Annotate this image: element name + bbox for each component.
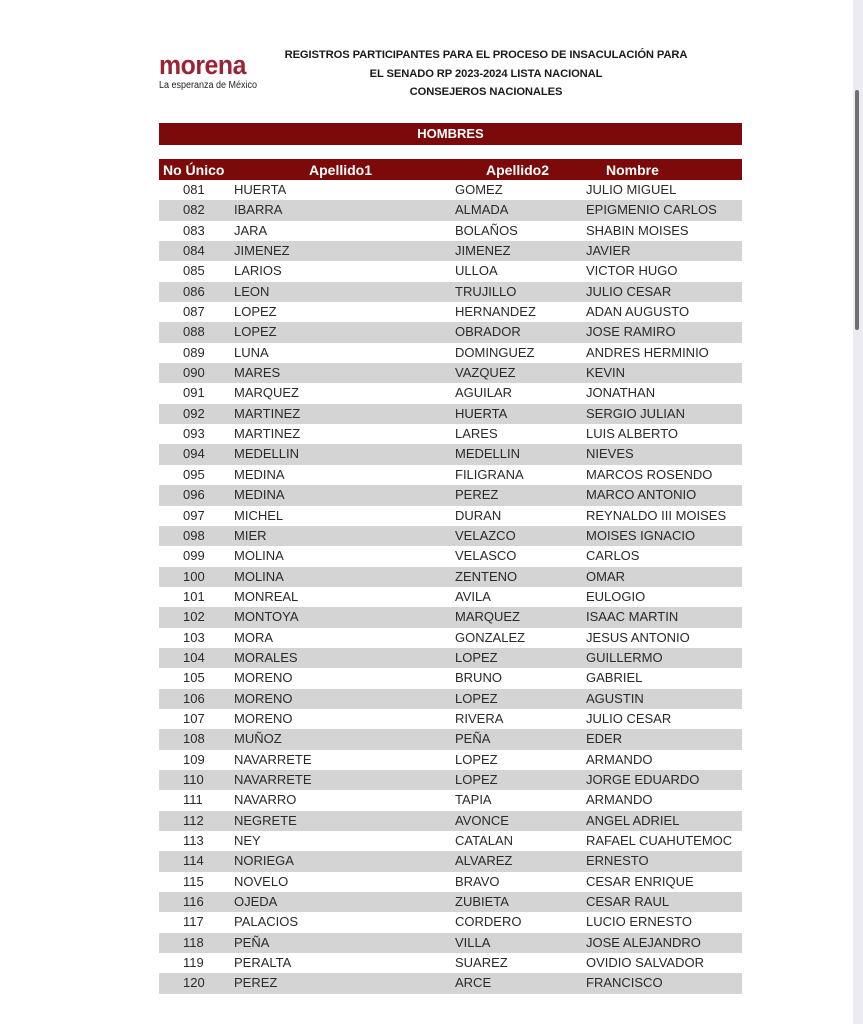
cell-no-unico: 112	[183, 812, 204, 828]
cell-no-unico: 100	[183, 568, 205, 584]
cell-no-unico: 093	[183, 426, 205, 442]
logo-wordmark: morena	[159, 50, 246, 80]
table-row	[159, 668, 742, 688]
table-row	[159, 933, 742, 953]
table-row	[159, 912, 742, 932]
cell-apellido2: ALMADA	[455, 202, 509, 218]
cell-nombre: EPIGMENIO CARLOS	[586, 202, 717, 218]
cell-no-unico: 105	[183, 670, 205, 686]
cell-no-unico: 114	[183, 853, 204, 869]
table-row	[159, 485, 742, 505]
cell-apellido2: ZUBIETA	[455, 894, 509, 910]
cell-no-unico: 086	[183, 283, 205, 299]
cell-apellido2: LOPEZ	[455, 690, 498, 706]
cell-apellido2: AVONCE	[455, 812, 509, 828]
cell-apellido2: BOLAÑOS	[455, 222, 518, 238]
table-row	[159, 831, 742, 851]
cell-apellido1: JIMENEZ	[234, 243, 290, 259]
cell-apellido1: MARES	[234, 365, 281, 381]
cell-no-unico: 090	[183, 365, 205, 381]
cell-apellido2: VELAZCO	[455, 527, 516, 543]
cell-apellido2: SUAREZ	[455, 955, 508, 971]
cell-nombre: MOISES IGNACIO	[586, 527, 696, 543]
cell-apellido1: MUÑOZ	[234, 731, 282, 747]
cell-apellido2: HUERTA	[455, 405, 508, 421]
cell-apellido1: PALACIOS	[234, 914, 299, 930]
cell-no-unico: 083	[183, 222, 205, 238]
cell-apellido2: VILLA	[455, 934, 491, 950]
table-row	[159, 363, 742, 383]
cell-nombre: RAFAEL CUAHUTEMOC	[586, 833, 733, 848]
table-row	[159, 302, 742, 322]
cell-apellido1: LOPEZ	[234, 304, 277, 320]
cell-no-unico: 091	[183, 385, 205, 401]
cell-no-unico: 094	[183, 446, 205, 462]
cell-apellido2: PEREZ	[455, 487, 499, 503]
table-row	[159, 973, 742, 993]
cell-apellido2: FILIGRANA	[455, 466, 524, 482]
cell-nombre: ARMANDO	[586, 751, 653, 767]
table-row	[159, 465, 742, 485]
cell-no-unico: 088	[183, 324, 205, 340]
cell-apellido2: ALVAREZ	[455, 853, 513, 869]
table-row	[159, 729, 742, 749]
cell-nombre: CESAR RAUL	[586, 894, 670, 910]
table-row	[159, 526, 742, 546]
cell-no-unico: 117	[183, 914, 204, 930]
cell-apellido2: TRUJILLO	[455, 283, 517, 299]
cell-nombre: OVIDIO SALVADOR	[586, 955, 704, 971]
table-row	[159, 628, 742, 648]
table-header-row	[159, 159, 742, 180]
cell-apellido2: LOPEZ	[455, 771, 498, 787]
cell-no-unico: 096	[183, 487, 205, 503]
cell-nombre: GABRIEL	[586, 670, 643, 686]
cell-apellido2: VAZQUEZ	[455, 365, 516, 381]
cell-apellido1: MICHEL	[234, 507, 284, 523]
cell-apellido2: RIVERA	[455, 710, 504, 726]
cell-apellido1: MORA	[234, 629, 273, 645]
participants-table	[159, 159, 742, 994]
cell-nombre: EULOGIO	[586, 588, 646, 604]
cell-nombre: JAVIER	[586, 243, 631, 259]
cell-no-unico: 087	[183, 304, 205, 320]
cell-no-unico: 092	[183, 405, 205, 421]
cell-apellido1: NOVELO	[234, 873, 289, 889]
title-line-2: EL SENADO RP 2023-2024 LISTA NACIONAL	[369, 67, 603, 80]
cell-nombre: KEVIN	[586, 365, 626, 381]
cell-nombre: JORGE EDUARDO	[586, 771, 700, 787]
table-row	[159, 851, 742, 871]
cell-apellido1: LARIOS	[234, 263, 282, 279]
cell-nombre: ERNESTO	[586, 853, 649, 869]
cell-apellido1: MORENO	[234, 670, 293, 686]
cell-apellido1: MEDINA	[234, 466, 285, 482]
table-row	[159, 689, 742, 709]
table-row	[159, 404, 742, 424]
cell-no-unico: 119	[183, 955, 204, 971]
cell-nombre: MARCOS ROSENDO	[586, 466, 713, 482]
table-row	[159, 648, 742, 668]
cell-nombre: MARCO ANTONIO	[586, 487, 697, 503]
cell-no-unico: 098	[183, 527, 205, 543]
cell-apellido1: PEÑA	[234, 934, 270, 950]
table-row	[159, 567, 742, 587]
cell-apellido2: CORDERO	[455, 914, 522, 930]
table-row	[159, 261, 742, 281]
table-row	[159, 241, 742, 261]
cell-apellido2: AGUILAR	[455, 385, 513, 401]
table-row	[159, 607, 742, 627]
cell-apellido2: OBRADOR	[455, 324, 521, 340]
cell-apellido1: NEGRETE	[234, 812, 297, 828]
cell-no-unico: 095	[183, 466, 205, 482]
cell-no-unico: 099	[183, 548, 205, 564]
cell-nombre: SHABIN MOISES	[586, 222, 689, 238]
cell-apellido1: OJEDA	[234, 894, 278, 910]
cell-apellido1: LOPEZ	[234, 324, 277, 340]
cell-nombre: FRANCISCO	[586, 975, 663, 991]
cell-apellido1: MORENO	[234, 710, 293, 726]
cell-no-unico: 097	[183, 507, 205, 523]
cell-nombre: OMAR	[586, 568, 625, 584]
cell-nombre: EDER	[586, 731, 623, 747]
cell-apellido2: GOMEZ	[455, 182, 503, 197]
cell-no-unico: 111	[183, 792, 203, 808]
cell-no-unico: 118	[183, 934, 204, 950]
section-header-hombres: HOMBRES	[159, 123, 742, 145]
cell-apellido2: AVILA	[455, 588, 491, 604]
cell-apellido1: MOLINA	[234, 568, 284, 584]
cell-nombre: NIEVES	[586, 446, 634, 462]
cell-nombre: CESAR ENRIQUE	[586, 873, 694, 889]
cell-nombre: SERGIO JULIAN	[586, 405, 685, 421]
vertical-scrollbar[interactable]	[853, 0, 863, 1024]
cell-apellido1: MIER	[234, 527, 267, 543]
table-row	[159, 587, 742, 607]
column-header-nombre: Nombre	[606, 162, 659, 178]
cell-nombre: JOSE RAMIRO	[586, 324, 676, 340]
table-row	[159, 872, 742, 892]
table-row	[159, 180, 742, 200]
cell-apellido2: TAPIA	[455, 792, 492, 808]
cell-no-unico: 085	[183, 263, 205, 279]
cell-apellido2: BRUNO	[455, 670, 502, 686]
column-header-apellido1: Apellido1	[309, 162, 373, 178]
table-row	[159, 282, 742, 302]
cell-nombre: JULIO MIGUEL	[586, 182, 677, 197]
cell-nombre: ANGEL ADRIEL	[586, 812, 680, 828]
cell-no-unico: 082	[183, 202, 205, 218]
column-header-apellido2: Apellido2	[486, 162, 550, 178]
cell-apellido2: MARQUEZ	[455, 609, 520, 625]
cell-no-unico: 107	[183, 710, 205, 726]
cell-apellido2: HERNANDEZ	[455, 304, 536, 320]
cell-apellido2: ARCE	[455, 975, 492, 991]
cell-nombre: AGUSTIN	[586, 690, 644, 706]
cell-apellido1: JARA	[234, 222, 268, 238]
cell-apellido1: MEDELLIN	[234, 446, 300, 462]
table-row	[159, 750, 742, 770]
cell-apellido1: NAVARRO	[234, 792, 297, 808]
cell-no-unico: 103	[183, 629, 205, 645]
column-header-no-unico: No Único	[163, 162, 225, 178]
table-row	[159, 221, 742, 241]
cell-apellido2: DURAN	[455, 507, 502, 523]
cell-apellido1: NAVARRETE	[234, 751, 312, 767]
cell-no-unico: 116	[183, 894, 204, 910]
title-line-1: REGISTROS PARTICIPANTES PARA EL PROCESO DE INSACULACIÓN PARA	[284, 49, 688, 61]
scrollbar-thumb[interactable]	[855, 90, 859, 330]
table-row	[159, 811, 742, 831]
table-row	[159, 383, 742, 403]
cell-no-unico: 102	[183, 609, 205, 625]
cell-apellido1: MARTINEZ	[234, 426, 301, 442]
cell-apellido2: MEDELLIN	[455, 446, 521, 462]
cell-apellido2: VELASCO	[455, 548, 517, 564]
cell-nombre: CARLOS	[586, 548, 640, 564]
cell-apellido1: LEON	[234, 283, 270, 299]
cell-apellido2: DOMINGUEZ	[455, 344, 535, 360]
table-body	[159, 180, 742, 994]
cell-apellido2: PEÑA	[455, 731, 491, 747]
cell-apellido1: MORALES	[234, 649, 298, 665]
cell-nombre: JULIO CESAR	[586, 283, 672, 299]
cell-no-unico: 110	[183, 771, 204, 787]
cell-apellido1: IBARRA	[234, 202, 283, 218]
cell-nombre: ARMANDO	[586, 792, 653, 808]
cell-nombre: ISAAC MARTIN	[586, 609, 679, 625]
logo-tagline: La esperanza de México	[159, 80, 258, 91]
cell-apellido1: MEDINA	[234, 487, 285, 503]
cell-apellido1: MONTOYA	[234, 609, 299, 625]
cell-apellido2: LOPEZ	[455, 649, 498, 665]
cell-nombre: GUILLERMO	[586, 649, 663, 665]
cell-apellido2: LARES	[455, 426, 498, 442]
cell-nombre: ANDRES HERMINIO	[586, 344, 709, 360]
cell-apellido1: LUNA	[234, 344, 269, 360]
cell-apellido2: GONZALEZ	[455, 629, 526, 645]
cell-no-unico: 101	[183, 588, 205, 604]
table-row	[159, 343, 742, 363]
cell-apellido2: ZENTENO	[455, 568, 518, 584]
table-row	[159, 709, 742, 729]
cell-nombre: JONATHAN	[586, 385, 656, 401]
cell-nombre: JESUS ANTONIO	[586, 629, 690, 645]
cell-nombre: JULIO CESAR	[586, 710, 672, 726]
table-row	[159, 953, 742, 973]
cell-no-unico: 104	[183, 649, 205, 665]
table-row	[159, 200, 742, 220]
table-row	[159, 770, 742, 790]
cell-nombre: LUIS ALBERTO	[586, 426, 679, 442]
cell-apellido1: MARQUEZ	[234, 385, 299, 401]
cell-nombre: ADAN AUGUSTO	[586, 304, 690, 320]
cell-no-unico: 106	[183, 690, 205, 706]
morena-logo	[159, 52, 269, 92]
table-row	[159, 424, 742, 444]
cell-apellido1: NEY	[234, 833, 261, 848]
table-row	[159, 790, 742, 810]
cell-apellido2: BRAVO	[455, 873, 500, 889]
cell-no-unico: 081	[183, 182, 205, 197]
cell-no-unico: 120	[183, 975, 205, 991]
cell-no-unico: 108	[183, 731, 205, 747]
cell-apellido1: MOLINA	[234, 548, 284, 564]
cell-apellido2: LOPEZ	[455, 751, 498, 767]
cell-no-unico: 115	[183, 873, 204, 889]
cell-apellido1: MONREAL	[234, 588, 299, 604]
cell-no-unico: 084	[183, 243, 205, 259]
cell-apellido1: PERALTA	[234, 955, 292, 971]
table-row	[159, 322, 742, 342]
cell-nombre: JOSE ALEJANDRO	[586, 934, 701, 950]
cell-apellido1: MORENO	[234, 690, 293, 706]
cell-apellido1: PEREZ	[234, 975, 278, 991]
cell-no-unico: 109	[183, 751, 205, 767]
document-title	[270, 46, 702, 102]
cell-apellido1: NORIEGA	[234, 853, 294, 869]
table-row	[159, 506, 742, 526]
table-row	[159, 546, 742, 566]
cell-apellido1: NAVARRETE	[234, 771, 312, 787]
cell-nombre: REYNALDO III MOISES	[586, 507, 727, 523]
cell-nombre: LUCIO ERNESTO	[586, 914, 692, 930]
cell-apellido2: CATALAN	[455, 833, 514, 848]
cell-apellido1: MARTINEZ	[234, 405, 301, 421]
cell-apellido2: ULLOA	[455, 263, 498, 279]
cell-no-unico: 113	[183, 833, 204, 848]
table-row	[159, 892, 742, 912]
cell-apellido2: JIMENEZ	[455, 243, 511, 259]
title-line-3: CONSEJEROS NACIONALES	[409, 86, 563, 98]
cell-nombre: VICTOR HUGO	[586, 263, 678, 279]
table-row	[159, 444, 742, 464]
cell-apellido1: HUERTA	[234, 182, 287, 197]
cell-no-unico: 089	[183, 344, 205, 360]
